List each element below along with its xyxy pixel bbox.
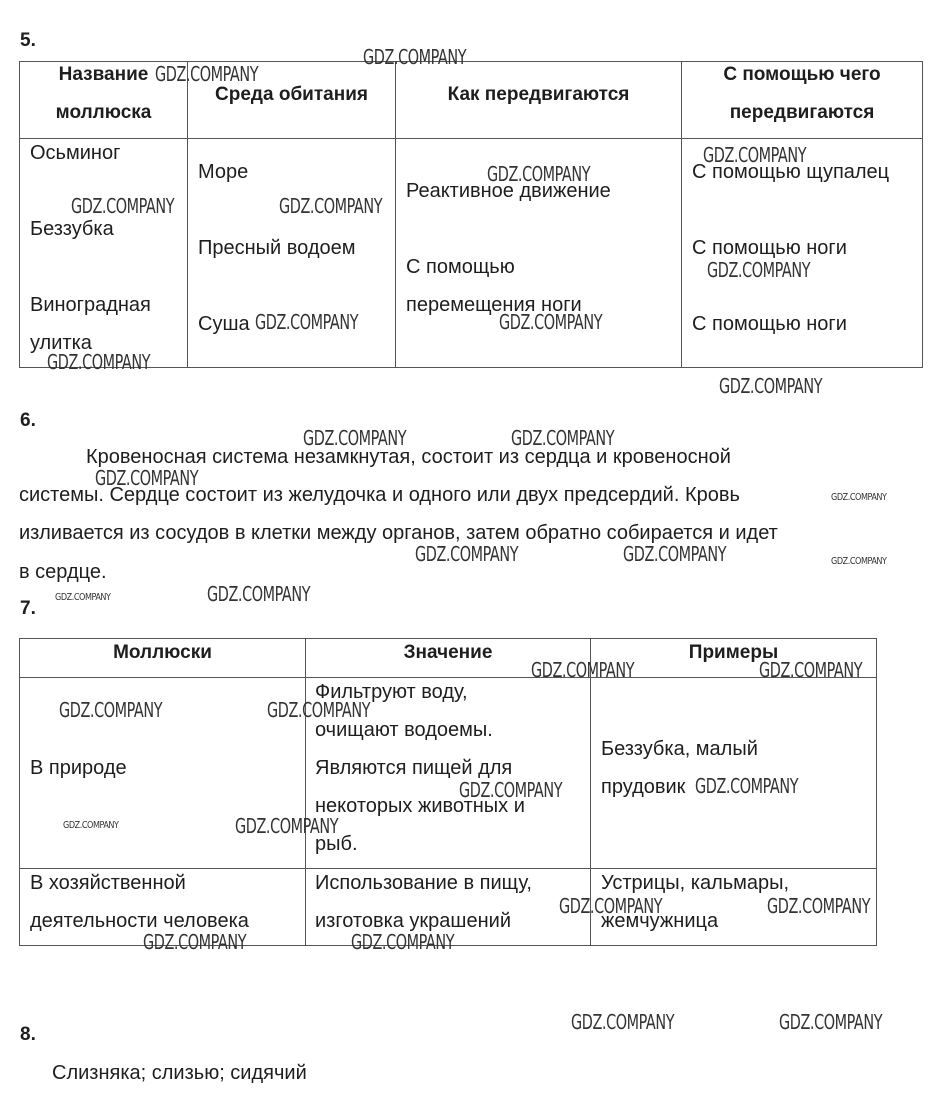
q7-row2-category-line1: В хозяйственной	[30, 872, 186, 894]
header-mollusk-name-line1: Название	[58, 64, 149, 85]
q6-line-3: изливается из сосудов в клетки между органов, затем обратно собирается и идет	[19, 522, 778, 544]
watermark: GDZ.COMPANY	[559, 894, 663, 918]
watermark: GDZ.COMPANY	[531, 658, 635, 682]
q6-line-2: системы. Сердце состоит из желудочка и одного или двух предсердий. Кровь	[19, 484, 740, 506]
q7-row1-meaning-line1: Фильтруют воду,	[315, 681, 468, 703]
watermark: GDZ.COMPANY	[207, 582, 311, 606]
watermark: GDZ.COMPANY	[55, 592, 111, 603]
q5-row3-means: С помощью ноги	[692, 313, 847, 335]
watermark: GDZ.COMPANY	[719, 374, 823, 398]
header-meaning: Значение	[403, 642, 493, 663]
watermark: GDZ.COMPANY	[695, 774, 799, 798]
q5-row1-movement: Реактивное движение	[406, 180, 611, 202]
q5-row2-name: Беззубка	[30, 218, 114, 240]
q7-row1-meaning-line4: некоторых животных и	[315, 795, 525, 817]
watermark: GDZ.COMPANY	[623, 542, 727, 566]
q7-row1-category: В природе	[30, 757, 127, 779]
header-habitat: Среда обитания	[215, 84, 368, 105]
watermark: GDZ.COMPANY	[831, 556, 887, 567]
watermark: GDZ.COMPANY	[143, 930, 247, 954]
q5-row2-means: С помощью ноги	[692, 237, 847, 259]
header-means-line1: С помощью чего	[723, 64, 881, 85]
watermark: GDZ.COMPANY	[71, 194, 175, 218]
header-examples: Примеры	[688, 642, 779, 663]
header-mollusk-name-line2: моллюска	[55, 102, 152, 123]
watermark: GDZ.COMPANY	[459, 778, 563, 802]
q6-line-1: Кровеносная система незамкнутая, состоит из сердца и кровеносной	[86, 446, 731, 468]
q7-row2-meaning-line1: Использование в пищу,	[315, 872, 532, 894]
q7-row1-examples-line1: Беззубка, малый	[601, 738, 758, 760]
q5-row3-habitat: Суша	[198, 313, 250, 335]
q5-row1-means: С помощью щупалец	[692, 161, 890, 183]
watermark: GDZ.COMPANY	[47, 350, 151, 374]
question-5-number: 5.	[20, 30, 36, 51]
watermark: GDZ.COMPANY	[59, 698, 163, 722]
q6-line-4: в сердце.	[19, 561, 107, 583]
q5-row3-name-line1: Виноградная	[30, 294, 151, 316]
q7-row1-meaning-line2: очищают водоемы.	[315, 719, 493, 741]
watermark: GDZ.COMPANY	[267, 698, 371, 722]
q7-row1-meaning-line3: Являются пищей для	[315, 757, 513, 779]
watermark: GDZ.COMPANY	[255, 310, 359, 334]
question-8-number: 8.	[20, 1024, 36, 1045]
q7-row1-meaning-line5: рыб.	[315, 833, 358, 855]
q5-row1-habitat: Море	[198, 161, 249, 183]
q8-answer: Слизняка; слизью; сидячий	[52, 1062, 307, 1084]
watermark: GDZ.COMPANY	[571, 1010, 675, 1034]
q5-row2-movement-line1: С помощью	[406, 256, 515, 278]
watermark: GDZ.COMPANY	[303, 426, 407, 450]
watermark: GDZ.COMPANY	[831, 492, 887, 503]
header-means-line2: передвигаются	[729, 102, 875, 123]
q5-row2-habitat: Пресный водоем	[198, 237, 356, 259]
watermark: GDZ.COMPANY	[415, 542, 519, 566]
q7-row2-category-line2: деятельности человека	[30, 910, 249, 932]
q7-row2-examples-line1: Устрицы, кальмары,	[601, 872, 790, 894]
watermark: GDZ.COMPANY	[759, 658, 863, 682]
watermark: GDZ.COMPANY	[155, 62, 259, 86]
q5-row2-movement-line2: перемещения ноги	[406, 294, 582, 316]
watermark: GDZ.COMPANY	[487, 162, 591, 186]
watermark: GDZ.COMPANY	[363, 45, 467, 69]
watermark: GDZ.COMPANY	[767, 894, 871, 918]
header-movement: Как передвигаются	[447, 84, 630, 105]
watermark: GDZ.COMPANY	[235, 814, 339, 838]
question-7-number: 7.	[20, 598, 36, 619]
watermark: GDZ.COMPANY	[95, 466, 199, 490]
q7-row2-meaning-line2: изготовка украшений	[315, 910, 511, 932]
question-6-number: 6.	[20, 410, 36, 431]
q5-row3-name-line2: улитка	[30, 332, 92, 354]
watermark: GDZ.COMPANY	[279, 194, 383, 218]
watermark: GDZ.COMPANY	[703, 143, 807, 167]
watermark: GDZ.COMPANY	[63, 820, 119, 831]
q7-row1-examples-line2: прудовик	[601, 776, 686, 798]
watermark: GDZ.COMPANY	[351, 930, 455, 954]
watermark: GDZ.COMPANY	[499, 310, 603, 334]
header-mollusks: Моллюски	[113, 642, 212, 663]
q7-row2-examples-line2: жемчужница	[601, 910, 719, 932]
watermark: GDZ.COMPANY	[511, 426, 615, 450]
watermark: GDZ.COMPANY	[707, 258, 811, 282]
watermark: GDZ.COMPANY	[779, 1010, 883, 1034]
q5-row1-name: Осьминог	[30, 142, 121, 164]
